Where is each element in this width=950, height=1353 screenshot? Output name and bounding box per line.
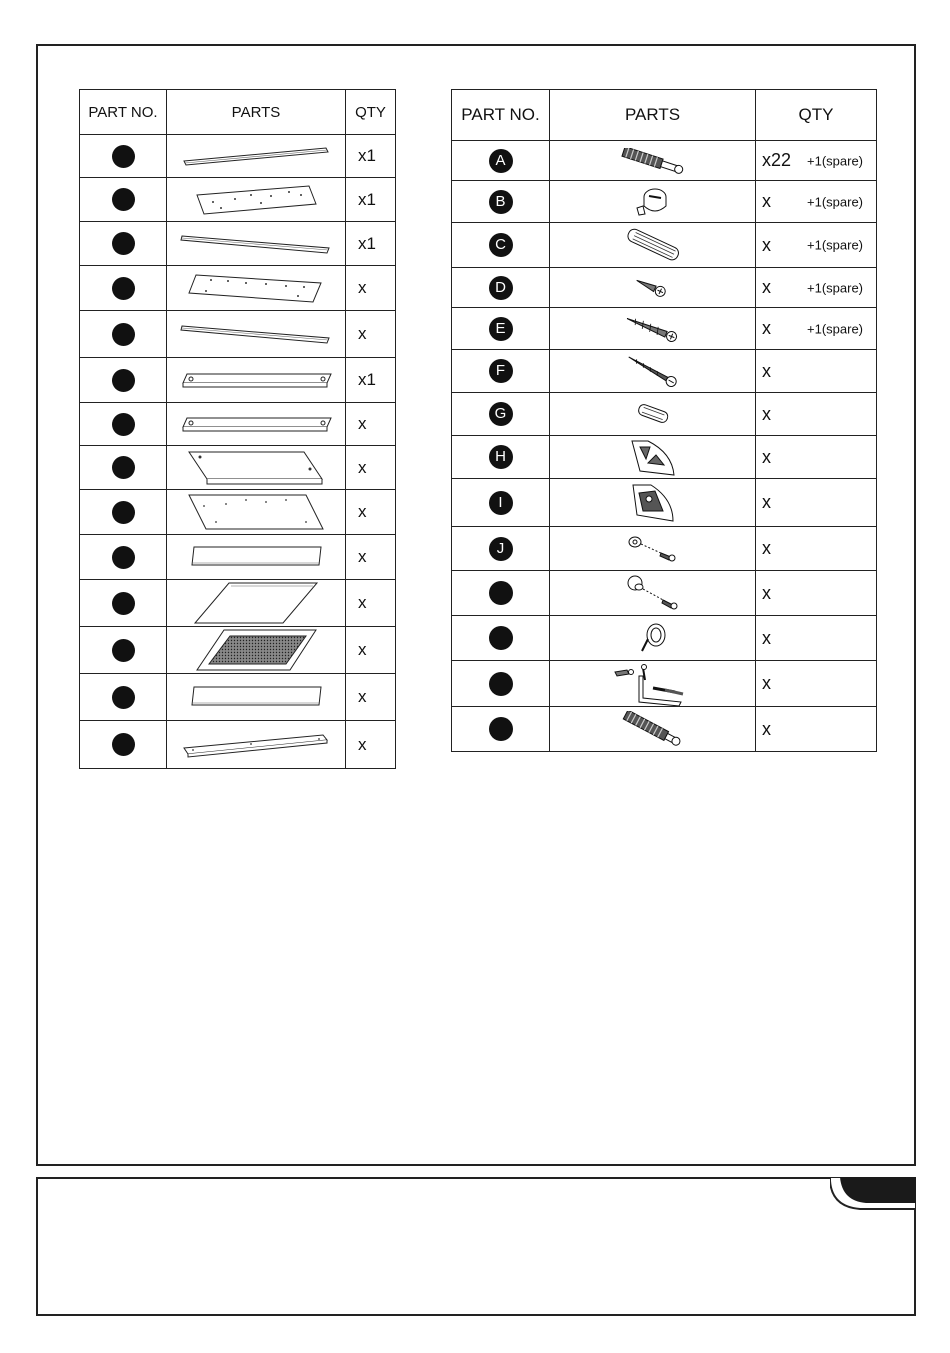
part-illustration-cell [167,403,346,446]
part-number-badge [112,277,135,300]
qty-value: x [762,318,771,338]
cam-rail-icon [167,413,345,435]
part-no-cell [452,527,550,571]
qty-value: x [762,277,771,297]
part-no-cell [80,535,167,580]
spare-note: +1(spare) [807,321,863,336]
part-letter-badge [489,581,513,605]
part-no-cell [452,393,550,436]
table-row [80,403,396,446]
part-illustration-cell [550,141,756,181]
qty-cell: x [346,446,396,490]
spare-note: +1(spare) [807,237,863,253]
cam-rail-icon [167,369,345,391]
table-row [452,479,877,527]
table-row [452,308,877,350]
qty-cell: x [346,311,396,358]
glide-pad-icon [550,621,755,655]
table-row [452,436,877,479]
part-illustration-cell [550,527,756,571]
part-letter-badge: H [489,445,513,469]
part-illustration-cell [550,350,756,393]
part-no-cell [80,580,167,627]
part-no-cell [80,446,167,490]
part-illustration-cell [167,627,346,674]
qty-cell [756,527,877,571]
table-row [80,135,396,178]
qty-value: x [762,673,771,693]
part-illustration-cell [550,479,756,527]
part-no-cell [452,707,550,752]
part-letter-badge: D [489,276,513,300]
angled-panel-icon [167,580,345,626]
qty-cell [756,268,877,308]
part-illustration-cell [167,311,346,358]
qty-cell [756,181,877,223]
table-row [80,535,396,580]
hardware-table [451,89,877,752]
table-row [80,446,396,490]
qty-cell [756,308,877,350]
qty-cell [756,571,877,616]
part-illustration-cell [167,358,346,403]
table-row [452,571,877,616]
corner-bracket-plate-icon [550,481,755,525]
knob-with-screw-icon [550,534,755,564]
part-no-cell [80,266,167,311]
part-illustration-cell [167,266,346,311]
part-no-cell [80,674,167,721]
part-letter-badge: B [489,190,513,214]
part-no-cell [452,479,550,527]
part-no-cell [80,311,167,358]
part-number-badge [112,369,135,392]
qty-value: x [762,403,771,424]
part-letter-badge: J [489,537,513,561]
wooden-dowel-icon [550,227,755,263]
part-no-cell [452,616,550,661]
mesh-door-panel-icon [167,627,345,673]
table-row [80,721,396,769]
part-no-cell [452,436,550,479]
part-illustration-cell [550,223,756,268]
part-letter-badge [489,626,513,650]
qty-cell [756,141,877,181]
connector-bolt-icon [550,148,755,174]
spare-note: +1(spare) [807,280,863,295]
part-no-cell [452,181,550,223]
qty-cell: x1 [346,358,396,403]
part-number-badge [112,546,135,569]
qty-cell: x [346,580,396,627]
table-row [452,223,877,268]
part-no-cell [80,490,167,535]
table-row [452,268,877,308]
part-illustration-cell [550,308,756,350]
small-dowel-icon [550,402,755,426]
part-no-cell [80,627,167,674]
narrow-rail-board-icon [167,144,345,168]
table-row [452,181,877,223]
qty-cell: x1 [346,135,396,178]
part-illustration-cell [550,268,756,308]
plain-board-icon [167,543,345,571]
part-illustration-cell [550,661,756,707]
drilled-top-panel-icon [167,183,345,217]
table-header-row [452,90,877,141]
threaded-bolt-icon [550,711,755,747]
qty-value: x [762,191,771,211]
part-illustration-cell [550,571,756,616]
spare-note: +1(spare) [807,194,863,209]
part-no-cell [452,223,550,268]
part-letter-badge: G [489,402,513,426]
qty-cell: x [346,627,396,674]
qty-value: x [762,582,771,603]
qty-cell: x [346,721,396,769]
part-no-cell [452,268,550,308]
wood-screw-icon [550,353,755,389]
header-qty: QTY [756,90,877,141]
plain-board-icon [167,683,345,711]
part-letter-badge: A [489,149,513,173]
part-number-badge [112,501,135,524]
part-illustration-cell [550,707,756,752]
part-number-badge [112,232,135,255]
part-illustration-cell [550,436,756,479]
table-row [452,707,877,752]
part-number-badge [112,188,135,211]
part-no-cell [452,571,550,616]
part-letter-badge [489,717,513,741]
large-knob-with-screw-icon [550,573,755,613]
part-letter-badge [489,672,513,696]
footer-frame [36,1177,916,1316]
part-number-badge [112,592,135,615]
table-row [80,266,396,311]
part-no-cell [80,358,167,403]
part-illustration-cell [167,674,346,721]
part-number-badge [112,639,135,662]
part-illustration-cell [550,616,756,661]
part-illustration-cell [167,178,346,222]
qty-cell [756,393,877,436]
qty-cell: x [346,403,396,446]
short-screw-icon [550,276,755,300]
cam-lock-icon [550,186,755,218]
qty-cell [756,436,877,479]
part-no-cell [452,141,550,181]
part-number-badge [112,323,135,346]
qty-cell [756,616,877,661]
qty-cell [756,223,877,268]
drilled-shelf-panel-icon [167,492,345,532]
qty-cell: x [346,266,396,311]
qty-cell [756,707,877,752]
part-no-cell [80,222,167,266]
table-row [452,661,877,707]
part-number-badge [112,145,135,168]
header-parts: PARTS [550,90,756,141]
qty-value: x [762,718,771,739]
qty-value: x [762,360,771,381]
part-number-badge [112,733,135,756]
long-rail-board-icon [167,730,345,760]
part-number-badge [112,456,135,479]
table-row [80,178,396,222]
qty-value: x [762,492,771,512]
qty-cell: x1 [346,222,396,266]
part-illustration-cell [167,535,346,580]
qty-cell [756,350,877,393]
qty-value: x [762,538,771,558]
table-row [80,311,396,358]
qty-value: x [762,234,771,255]
part-no-cell [80,721,167,769]
part-illustration-cell [167,490,346,535]
qty-value: x22 [762,150,792,170]
table-row [452,141,877,181]
part-letter-badge: I [489,491,513,515]
table-row [80,627,396,674]
long-slat-icon [167,231,345,257]
qty-cell: x [346,674,396,721]
part-illustration-cell [167,446,346,490]
qty-value: x [762,446,771,467]
table-row [452,350,877,393]
qty-cell [756,661,877,707]
table-row [452,393,877,436]
qty-cell: x1 [346,178,396,222]
part-number-badge [112,413,135,436]
part-no-cell [80,135,167,178]
part-no-cell [452,308,550,350]
header-qty: QTY [346,90,396,135]
header-part-no: PART NO. [452,90,550,141]
table-row [80,490,396,535]
part-no-cell [80,403,167,446]
table-row [80,358,396,403]
header-parts: PARTS [167,90,346,135]
part-no-cell [80,178,167,222]
part-letter-badge: E [489,317,513,341]
part-illustration-cell [550,181,756,223]
qty-cell [756,479,877,527]
drawer-front-panel-icon [167,449,345,487]
long-screw-icon [550,314,755,344]
part-illustration-cell [167,135,346,178]
part-letter-badge: C [489,233,513,257]
table-row [80,222,396,266]
page-number-tab [830,1177,916,1211]
header-part-no: PART NO. [80,90,167,135]
long-slat-icon [167,321,345,347]
part-illustration-cell [167,580,346,627]
part-illustration-cell [167,222,346,266]
drilled-panel-icon [167,271,345,305]
table-row [452,616,877,661]
qty-cell: x [346,535,396,580]
corner-bracket-icon [550,437,755,477]
part-illustration-cell [550,393,756,436]
part-illustration-cell [167,721,346,769]
table-row [80,580,396,627]
table-row [452,527,877,571]
table-header-row [80,90,396,135]
table-row [80,674,396,721]
qty-value: x [762,627,771,648]
panels-table [79,89,396,769]
part-letter-badge: F [489,359,513,383]
anti-tip-kit-icon [550,662,755,706]
part-number-badge [112,686,135,709]
spare-note: +1(spare) [807,153,863,168]
part-no-cell [452,661,550,707]
part-no-cell [452,350,550,393]
qty-cell: x [346,490,396,535]
